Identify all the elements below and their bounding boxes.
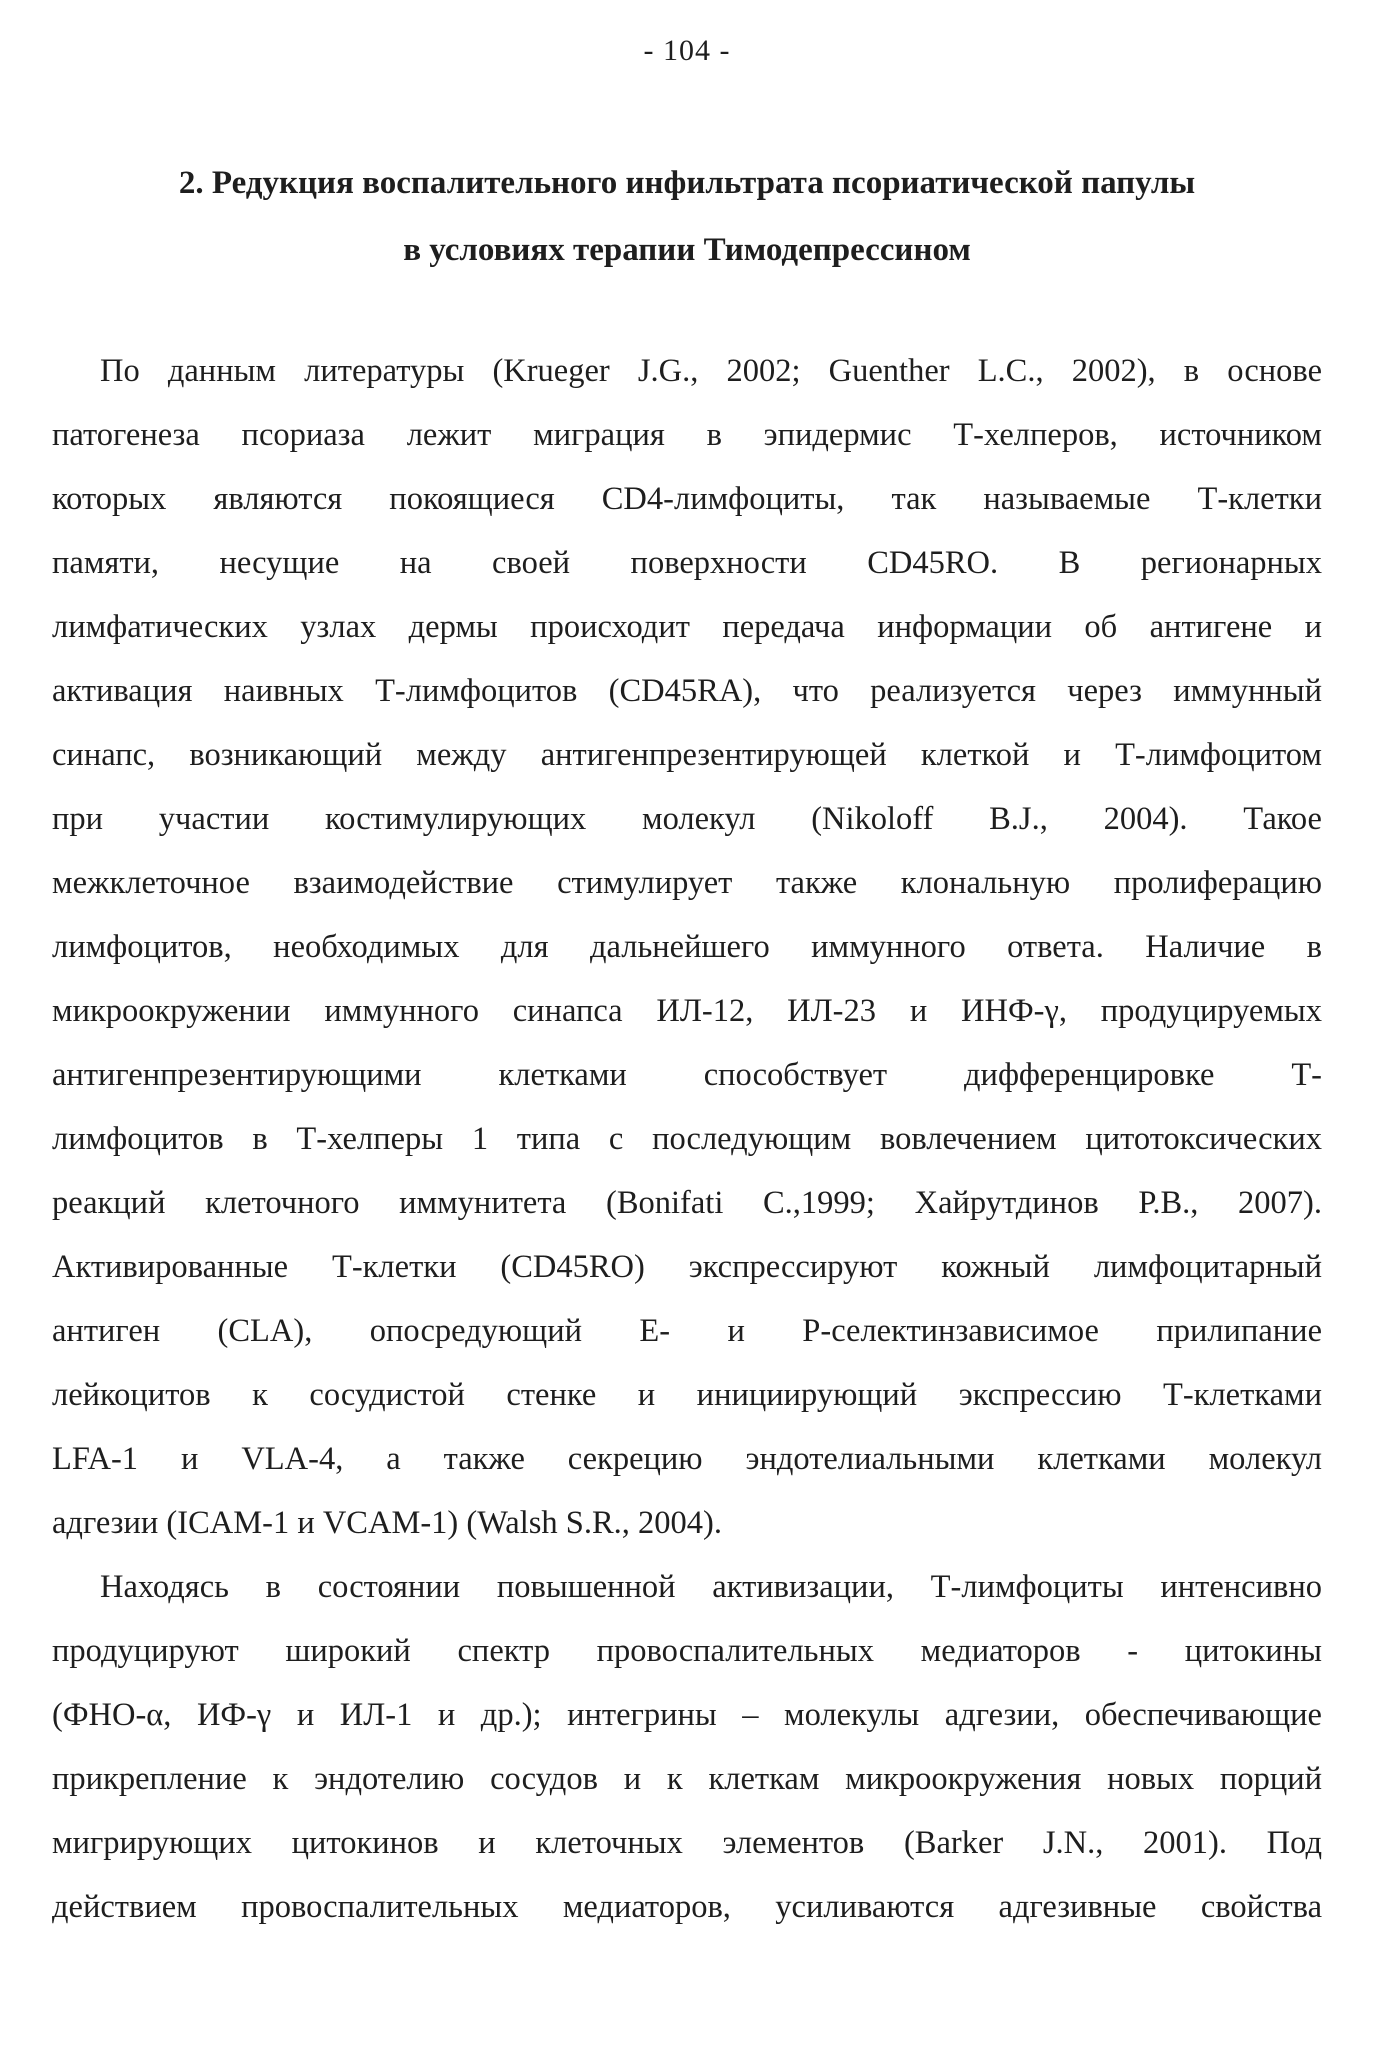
text-line: По данным литературы (Krueger J.G., 2002; Guenther L.C., 2002), в основе (100, 353, 1322, 389)
text-line: микроокружении иммунного синапса ИЛ-12, ИЛ-23 и ИНФ-γ, продуцируемых (52, 993, 1322, 1029)
text-line: лимфоцитов, необходимых для дальнейшего иммунного ответа. Наличие в (52, 929, 1322, 965)
text-line: лимфоцитов в Т-хелперы 1 типа с последующим вовлечением цитотоксических (52, 1121, 1322, 1157)
text-line: прикрепление к эндотелию сосудов и к клеткам микроокружения новых порций (52, 1761, 1322, 1797)
section-heading (90, 150, 1284, 284)
text-line: действием провоспалительных медиаторов, усиливаются адгезивные свойства (52, 1889, 1322, 1925)
body-text (52, 339, 1322, 1939)
text-line: адгезии (ICAM-1 и VCAM-1) (Walsh S.R., 2004). (52, 1505, 722, 1541)
text-line: лимфатических узлах дермы происходит передача информации об антигене и (52, 609, 1322, 645)
text-line: продуцируют широкий спектр провоспалительных медиаторов - цитокины (52, 1633, 1322, 1669)
text-line: которых являются покоящиеся CD4-лимфоциты, так называемые Т-клетки (52, 481, 1322, 517)
text-line: патогенеза псориаза лежит миграция в эпидермис Т-хелперов, источником (52, 417, 1322, 453)
text-line: антиген (CLA), опосредующий Е- и Р-селектинзависимое прилипание (52, 1313, 1322, 1349)
text-line: антигенпрезентирующими клетками способствует дифференцировке Т- (52, 1057, 1322, 1093)
text-line: активация наивных Т-лимфоцитов (CD45RA), что реализуется через иммунный (52, 673, 1322, 709)
text-line: (ФНО-α, ИФ-γ и ИЛ-1 и др.); интегрины – молекулы адгезии, обеспечивающие (52, 1697, 1322, 1733)
text-line: LFA-1 и VLA-4, а также секрецию эндотелиальными клетками молекул (52, 1441, 1322, 1477)
text-line: Активированные Т-клетки (CD45RO) экспрессируют кожный лимфоцитарный (52, 1249, 1322, 1285)
text-line: при участии костимулирующих молекул (Nikoloff B.J., 2004). Такое (52, 801, 1322, 837)
text-line: межклеточное взаимодействие стимулирует также клональную пролиферацию (52, 865, 1322, 901)
text-line: реакций клеточного иммунитета (Bonifati C.,1999; Хайрутдинов Р.В., 2007). (52, 1185, 1322, 1221)
text-line: мигрирующих цитокинов и клеточных элементов (Barker J.N., 2001). Под (52, 1825, 1322, 1861)
paragraph-2 (52, 1555, 1322, 1939)
page-number: - 104 - (643, 34, 731, 67)
heading-line-2: в условиях терапии Тимодепрессином (403, 232, 971, 268)
text-line: памяти, несущие на своей поверхности CD45RO. В регионарных (52, 545, 1322, 581)
paragraph-1 (52, 339, 1322, 1555)
text-line: лейкоцитов к сосудистой стенке и инициирующий экспрессию Т-клетками (52, 1377, 1322, 1413)
heading-line-1: 2. Редукция воспалительного инфильтрата псориатической папулы (178, 165, 1196, 201)
text-line: Находясь в состоянии повышенной активизации, Т-лимфоциты интенсивно (100, 1569, 1322, 1605)
text-line: синапс, возникающий между антигенпрезентирующей клеткой и Т-лимфоцитом (52, 737, 1322, 773)
